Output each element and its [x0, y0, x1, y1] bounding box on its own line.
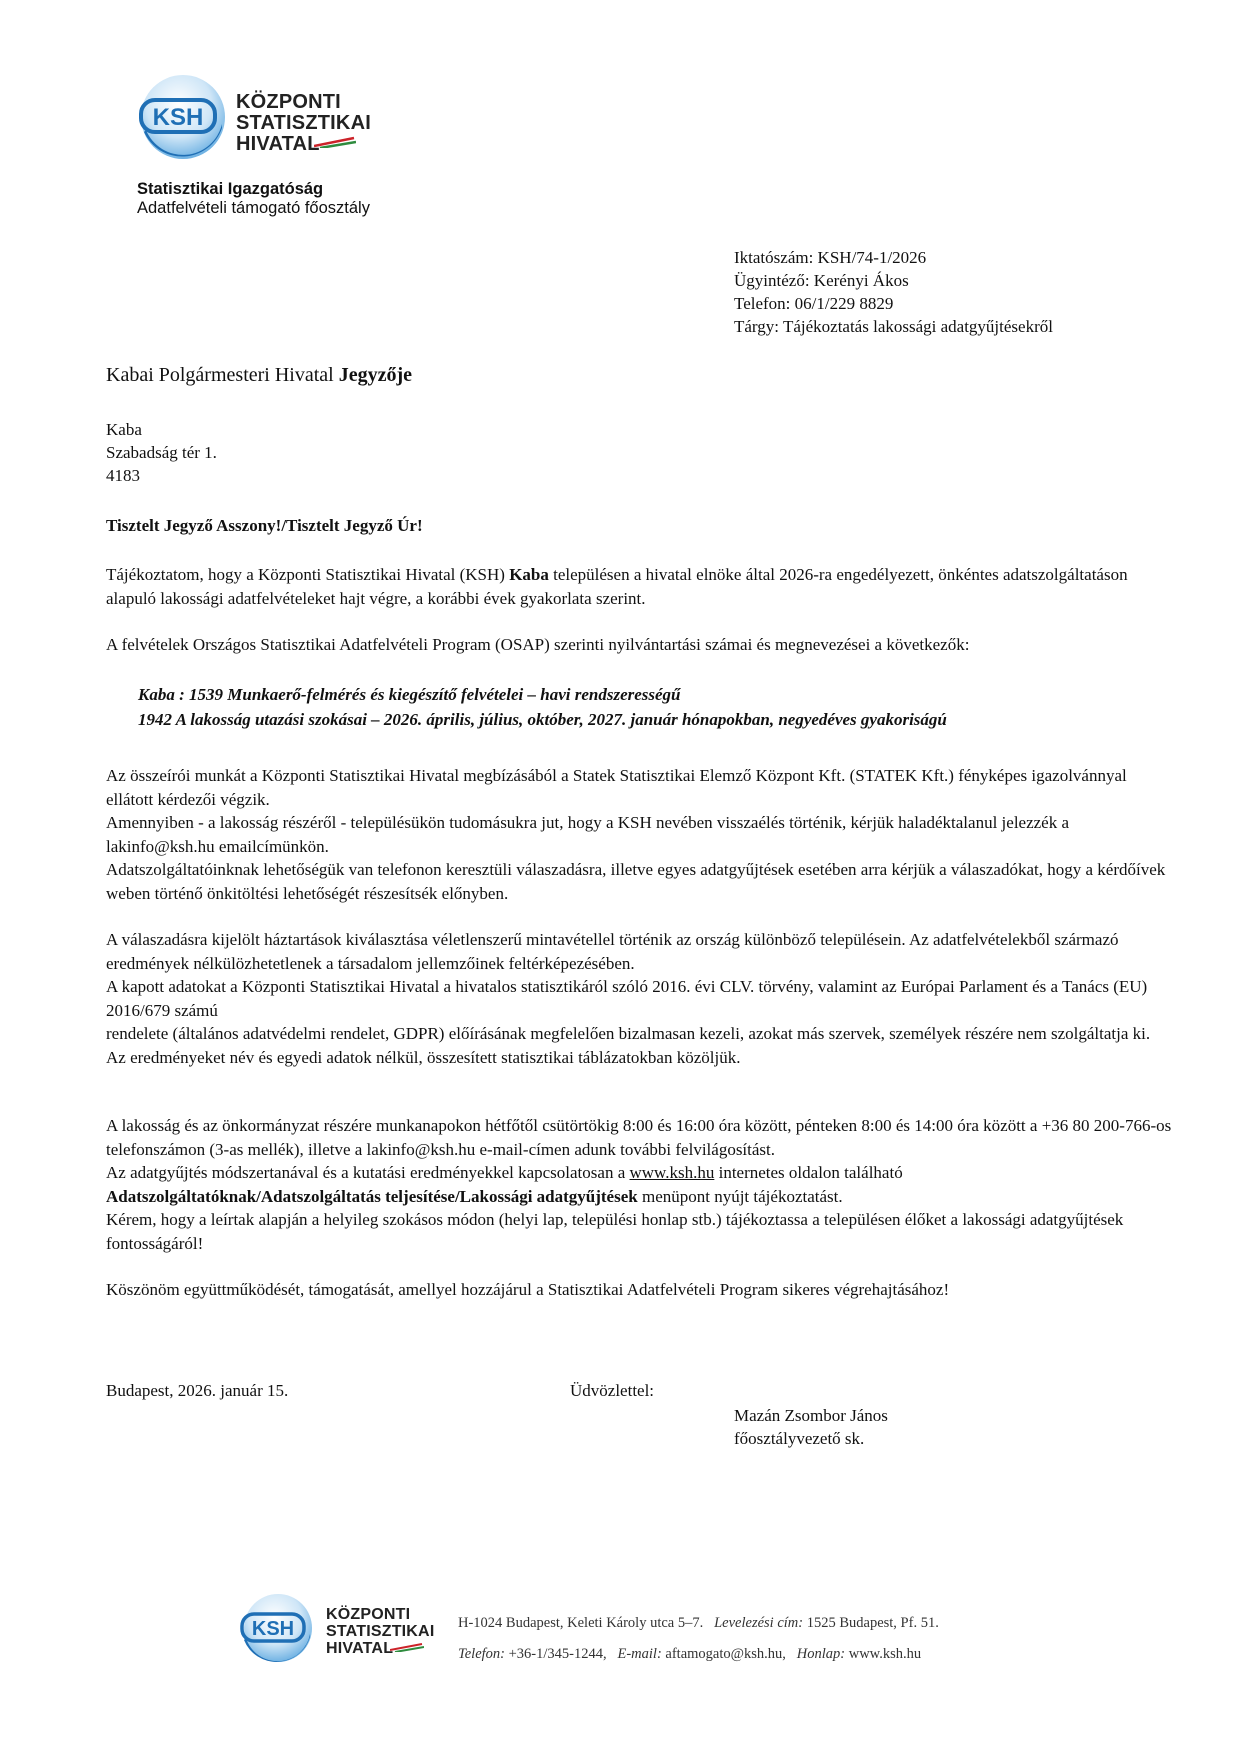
request-text: Kérem, hogy a leírtak alapján a helyileg szokásos módon (helyi lap, települési honlap stb.) tájékoztassa a településen élőket a lakossági adatgyűjtések fontosságáról!	[106, 1210, 1124, 1253]
intro-text-a: Tájékoztatom, hogy a Központi Statisztikai Hivatal (KSH)	[106, 565, 510, 584]
flag-stripes-icon	[314, 136, 356, 148]
logo-line-1: KÖZPONTI	[236, 91, 341, 113]
logo-line-2: STATISZTIKAI	[236, 112, 371, 134]
signature-block	[734, 1404, 888, 1450]
subject: Tárgy: Tájékoztatás lakossági adatgyűjtésekről	[734, 317, 1053, 336]
address-zip: 4183	[106, 466, 140, 485]
greeting: Tisztelt Jegyző Asszony!/Tisztelt Jegyző Úr!	[106, 516, 423, 535]
phone: Telefon: 06/1/229 8829	[734, 294, 894, 313]
administrator: Ügyintéző: Kerényi Ákos	[734, 271, 909, 290]
recipient-address	[106, 418, 217, 487]
data-law-text: A kapott adatokat a Központi Statisztikai Hivatal a hivatalos statisztikáról szóló 2016. évi CLV. törvény, valamint az Európai Parlament és a Tanács (EU) 2016/679 számú	[106, 977, 1148, 1020]
footer-phone-value: +36-1/345-1244,	[508, 1646, 607, 1662]
footer-ksh-logo-icon	[238, 1592, 322, 1664]
footer-mail-label: Levelezési cím:	[714, 1615, 804, 1631]
paragraph-contact	[106, 1114, 1176, 1255]
methodology-text-b: internetes oldalon található	[714, 1163, 903, 1182]
survey-list	[138, 682, 947, 732]
address-street: Szabadság tér 1.	[106, 443, 217, 462]
interviewers-text: Az összeírói munkát a Központi Statisztikai Hivatal megbízásából a Statek Statisztikai Elemző Központ Kft. (STATEK Kft.) fényképes igazolvánnyal ellátott kérdezői végzik.	[106, 766, 1127, 809]
signature-closing: Üdvözlettel:	[570, 1381, 655, 1400]
footer-email-label: E-mail:	[617, 1646, 662, 1662]
footer-logo-line-1: KÖZPONTI	[326, 1606, 411, 1623]
paragraph-osap: A felvételek Országos Statisztikai Adatfelvételi Program (OSAP) szerinti nyilvántartási számai és megnevezései a következők:	[106, 635, 970, 654]
footer-logo-line-3: HIVATAL	[326, 1640, 394, 1657]
logo-abbr: KSH	[152, 104, 204, 131]
logo-line-3: HIVATAL	[236, 133, 320, 155]
footer-address-line	[458, 1608, 939, 1639]
footer-logo	[238, 1592, 448, 1664]
ksh-website-link[interactable]: www.ksh.hu	[629, 1163, 715, 1182]
gdpr-text: rendelete (általános adatvédelmi rendelet, GDPR) előírásának megfelelően bizalmasan kezeli, azokat más szervek, személyek részére nem szolgáltatja ki.	[106, 1024, 1151, 1043]
department-name: Statisztikai Igazgatóság	[137, 180, 324, 198]
survey-item: 1942 A lakosság utazási szokásai – 2026. április, július, október, 2027. január hónapokban, negyedéves gyakoriságú	[138, 710, 947, 729]
response-options-text: Adatszolgáltatóinknak lehetőségük van telefonon keresztüli válaszadásra, illetve egyes adatgyűjtések esetében arra kérjük a válaszadókat, hogy a kérdőívek weben történő önkitöltési lehetőségét részesítsék előnyben.	[106, 860, 1166, 903]
hours-text: A lakosság és az önkormányzat részére munkanapokon hétfőtől csütörtökig 8:00 és 16:00 óra között, pénteken 8:00 és 14:00 óra között a +36 80 200-766-os telefonszámon (3-as mellék), illetve a lakinfo@ksh.hu e-mail-címen adunk további felvilágosítást.	[106, 1116, 1172, 1159]
footer-phone-label: Telefon:	[458, 1646, 505, 1662]
ksh-logo-icon	[136, 72, 236, 162]
paragraph-intro	[106, 563, 1176, 610]
footer-mail-value: 1525 Budapest, Pf. 51.	[806, 1615, 939, 1631]
signature-date: Budapest, 2026. január 15.	[106, 1381, 289, 1400]
intro-text-b: településen a hivatal elnöke által 2026-ra engedélyezett, önkéntes adatszolgáltatáson alapuló lakossági adatfelvételeket hajt végre, a korábbi évek gyakorlata szerint.	[106, 565, 1128, 608]
methodology-text	[106, 1161, 1176, 1185]
footer-logo-line-2: STATISZTIKAI	[326, 1623, 435, 1640]
menu-path: Adatszolgáltatóknak/Adatszolgáltatás teljesítése/Lakossági adatgyűjtések	[106, 1186, 638, 1206]
recipient-office-name: Kabai Polgármesteri Hivatal	[106, 364, 339, 386]
paragraph-interviewers	[106, 764, 1176, 905]
recipient-office	[106, 364, 412, 387]
ksh-logo	[136, 72, 396, 162]
survey-item: Kaba : 1539 Munkaerő-felmérés és kiegészítő felvételei – havi rendszerességű	[138, 685, 681, 704]
signer-position: főosztályvezető sk.	[734, 1429, 865, 1448]
footer-flag-stripes-icon	[390, 1642, 424, 1652]
paragraph-privacy	[106, 928, 1176, 1069]
reference-number: Iktatószám: KSH/74-1/2026	[734, 248, 927, 267]
sampling-text: A válaszadásra kijelölt háztartások kiválasztása véletlenszerű mintavétellel történik az ország különböző településein. Az adatfelvételekből származó eredmények nélkülözhetetlenek a társadalom jellemzőinek feltérképezésében.	[106, 930, 1119, 973]
paragraph-thanks: Köszönöm együttműködését, támogatását, amellyel hozzájárul a Statisztikai Adatfelvételi Program sikeres végrehajtásához!	[106, 1280, 950, 1299]
footer-address: H-1024 Budapest, Keleti Károly utca 5–7.	[458, 1615, 704, 1631]
footer-web-value[interactable]: www.ksh.hu	[848, 1646, 922, 1662]
abuse-report-text: Amennyiben - a lakosság részéről - településükön tudomásukra jut, hogy a KSH nevében visszaélés történik, kérjük haladéktalanul jelezzék a lakinfo@ksh.hu emailcímünkön.	[106, 813, 1070, 856]
footer-contact	[458, 1608, 939, 1670]
footer-logo-abbr: KSH	[251, 1618, 295, 1640]
recipient-title: Jegyzője	[338, 364, 413, 386]
sub-department-name: Adatfelvételi támogató főosztály	[137, 199, 370, 217]
menu-path-text	[106, 1185, 1176, 1209]
address-city: Kaba	[106, 420, 142, 439]
footer-contact-line	[458, 1639, 939, 1670]
methodology-text-a: Az adatgyűjtés módszertanával és a kutatási eredményekkel kapcsolatosan a	[106, 1163, 630, 1182]
footer-web-label: Honlap:	[796, 1646, 846, 1662]
letter-meta	[734, 246, 1053, 338]
footer-email-value[interactable]: aftamogato@ksh.hu,	[665, 1646, 786, 1662]
signer-name: Mazán Zsombor János	[734, 1406, 888, 1425]
results-text: Az eredményeket név és egyedi adatok nélkül, összesített statisztikai táblázatokban közöljük.	[106, 1047, 741, 1067]
intro-settlement: Kaba	[509, 565, 549, 584]
menu-path-rest: menüpont nyújt tájékoztatást.	[637, 1186, 843, 1206]
